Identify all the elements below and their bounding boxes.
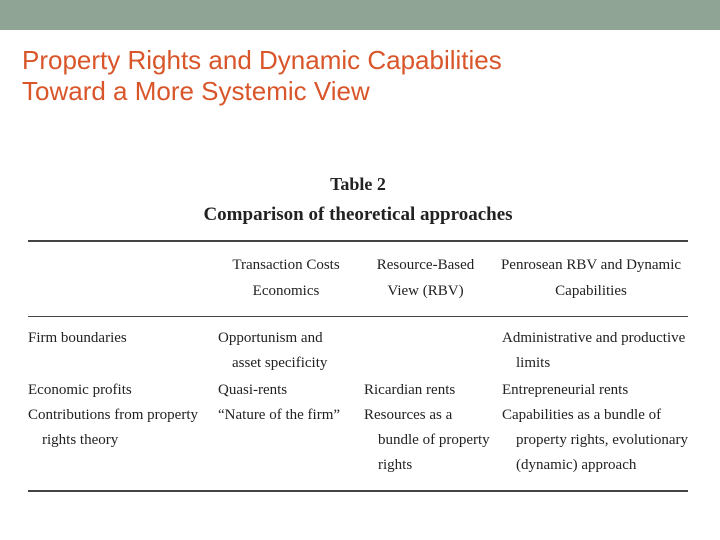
- cell-economic-profits-penrosean: [502, 378, 628, 403]
- cell-contributions-penrosean: [502, 403, 688, 478]
- table-bottom-rule: [28, 490, 688, 492]
- cell-line: (dynamic) approach: [516, 457, 637, 473]
- table-number: Table 2: [330, 174, 386, 194]
- slide-title-line-1: Property Rights and Dynamic Capabilities: [22, 45, 502, 75]
- cell-line: limits: [516, 355, 551, 371]
- cell-line: Contributions from property: [28, 407, 198, 423]
- cell-line: rights: [378, 457, 413, 473]
- top-accent-bar: [0, 0, 720, 30]
- cell-line: property rights, evolutionary: [516, 432, 689, 448]
- slide-title: [22, 45, 502, 107]
- cell-line: Capabilities as a bundle of: [502, 407, 662, 423]
- header-line: Capabilities: [555, 283, 627, 299]
- cell-line: asset specificity: [232, 355, 328, 371]
- cell-line: Opportunism and: [218, 330, 323, 346]
- column-header-penrosean-rbv: [496, 252, 686, 304]
- row-label-firm-boundaries: [28, 326, 127, 351]
- table-top-rule: [28, 240, 688, 242]
- column-header-transaction-costs: [216, 252, 356, 304]
- cell-firm-boundaries-tce: [218, 326, 327, 376]
- table-header-rule: [28, 316, 688, 317]
- cell-line: “Nature of the firm”: [218, 407, 341, 423]
- column-header-resource-based-view: [363, 252, 488, 304]
- cell-line: Ricardian rents: [364, 382, 456, 398]
- cell-economic-profits-tce: [218, 378, 287, 403]
- cell-line: rights theory: [42, 432, 119, 448]
- header-line: Penrosean RBV and Dynamic: [500, 257, 682, 273]
- cell-line: Entrepreneurial rents: [502, 382, 629, 398]
- cell-line: bundle of property: [378, 432, 490, 448]
- cell-contributions-rbv: [364, 403, 490, 478]
- row-label-economic-profits: [28, 378, 132, 403]
- header-line: Economics: [252, 283, 320, 299]
- slide-title-line-2: Toward a More Systemic View: [22, 76, 370, 106]
- cell-firm-boundaries-penrosean: [502, 326, 685, 376]
- cell-line: Administrative and productive: [502, 330, 686, 346]
- row-label-contributions: [28, 403, 198, 453]
- cell-contributions-tce: [218, 403, 340, 428]
- cell-line: Firm boundaries: [28, 330, 127, 346]
- header-line: View (RBV): [387, 283, 464, 299]
- cell-economic-profits-rbv: [364, 378, 455, 403]
- header-line: Transaction Costs: [232, 257, 340, 273]
- table-caption: Comparison of theoretical approaches: [203, 204, 513, 225]
- comparison-table-figure: [28, 172, 688, 502]
- cell-line: Economic profits: [28, 382, 132, 398]
- cell-line: Resources as a: [364, 407, 453, 423]
- cell-line: Quasi-rents: [218, 382, 288, 398]
- header-line: Resource-Based: [376, 257, 475, 273]
